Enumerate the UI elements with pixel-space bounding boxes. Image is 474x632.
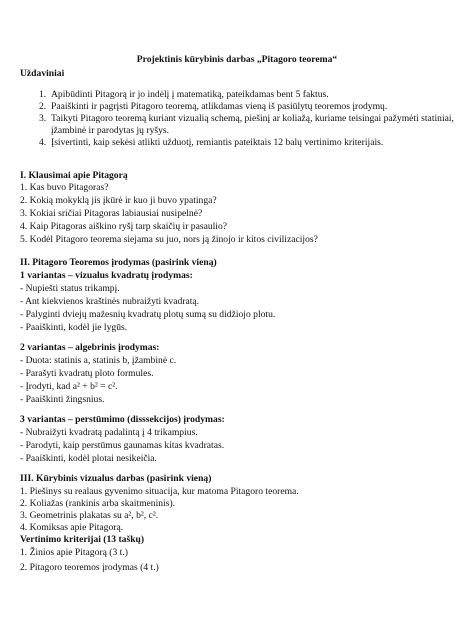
section-heading: III. Kūrybinis vizualus darbas (pasirink vieną) <box>20 473 212 484</box>
variant-step: - Parašyti kvadratų ploto formules. <box>20 368 154 379</box>
variant-step: - Palyginti dviejų mažesnių kvadratų plotų sumą su didžiojo plotu. <box>20 309 276 320</box>
variant-step: - Įrodyti, kad a² + b² = c². <box>20 381 118 392</box>
task-text: Paaiškinti ir pagrįsti Pitagoro teoremą, atlikdamas vieną iš pasiūlytų teoremos įrodymų. <box>51 101 388 112</box>
task-number: 2. <box>39 101 47 112</box>
task-number: 3. <box>39 113 47 124</box>
variant-step: - Parodyti, kaip perstūmus gaunamas kitas kvadratas. <box>20 440 225 451</box>
task-number: 1. <box>39 89 47 100</box>
variant-heading: 3 variantas – perstūmimo (disssekcijos) įrodymas: <box>20 414 225 425</box>
creative-item: 3. Geometrinis plakatas su a², b², c². <box>20 510 159 521</box>
criteria-item: 1. Žinios apie Pitagorą (3 t.) <box>20 547 128 558</box>
variant-step: - Nubraižyti kvadratą padalintą į 4 trikampius. <box>20 427 198 438</box>
document-title: Projektinis kūrybinis darbas „Pitagoro teorema“ <box>136 54 338 65</box>
task-number: 4. <box>39 137 47 148</box>
task-text: Įsivertinti, kaip sekėsi atlikti užduotį, remiantis pateiktais 12 balų vertinimo kriterijais. <box>51 137 384 148</box>
variant-heading: 1 variantas – vizualus kvadratų įrodymas: <box>20 270 193 281</box>
question-item: 4. Kaip Pitagoras aiškino ryšį tarp skaičių ir pasaulio? <box>20 221 228 232</box>
section-heading: II. Pitagoro Teoremos įrodymas (pasirink vieną) <box>20 257 217 268</box>
variant-step: - Ant kiekvienos kraštinės nubraižyti kvadratą. <box>20 296 200 307</box>
question-item: 1. Kas buvo Pitagoras? <box>20 182 109 193</box>
variant-step: - Duota: statinis a, statinis b, įžambinė c. <box>20 355 177 366</box>
task-text: Apibūdinti Pitagorą ir jo indėlį į matematiką, pateikdamas bent 5 faktus. <box>51 89 329 100</box>
task-text: Taikyti Pitagoro teoremą kuriant vizualią schemą, piešinį ar koliažą, kuriame teisingai pažymėti statiniai, <box>51 113 454 124</box>
criteria-heading: Vertinimo kriterijai (13 taškų) <box>20 534 145 545</box>
tasks-heading: Uždaviniai <box>20 68 65 79</box>
variant-step: - Nupiešti status trikampį. <box>20 283 120 294</box>
variant-step: - Paaiškinti, kodėl plotai nesikeičia. <box>20 453 157 464</box>
question-item: 3. Kokiai sričiai Pitagoras labiausiai nusipelnė? <box>20 208 203 219</box>
variant-step: - Paaiškinti, kodėl jie lygūs. <box>20 322 128 333</box>
creative-item: 4. Komiksas apie Pitagorą. <box>20 522 124 533</box>
section-heading: I. Klausimai apie Pitagorą <box>20 170 128 181</box>
variant-heading: 2 variantas – algebrinis įrodymas: <box>20 342 160 353</box>
task-text-continued: įžambinė ir parodytas jų ryšys. <box>51 125 170 136</box>
criteria-item: 2. Pitagoro teoremos įrodymas (4 t.) <box>20 562 159 573</box>
variant-step: - Paaiškinti žingsnius. <box>20 394 105 405</box>
question-item: 2. Kokią mokyklą jis įkūrė ir kuo ji buvo ypatinga? <box>20 195 217 206</box>
creative-item: 1. Piešinys su realaus gyvenimo situacija, kur matoma Pitagoro teorema. <box>20 486 299 497</box>
question-item: 5. Kodėl Pitagoro teorema siejama su juo, nors ją žinojo ir kitos civilizacijos? <box>20 234 318 245</box>
creative-item: 2. Koliažas (rankinis arba skaitmeninis). <box>20 498 176 509</box>
